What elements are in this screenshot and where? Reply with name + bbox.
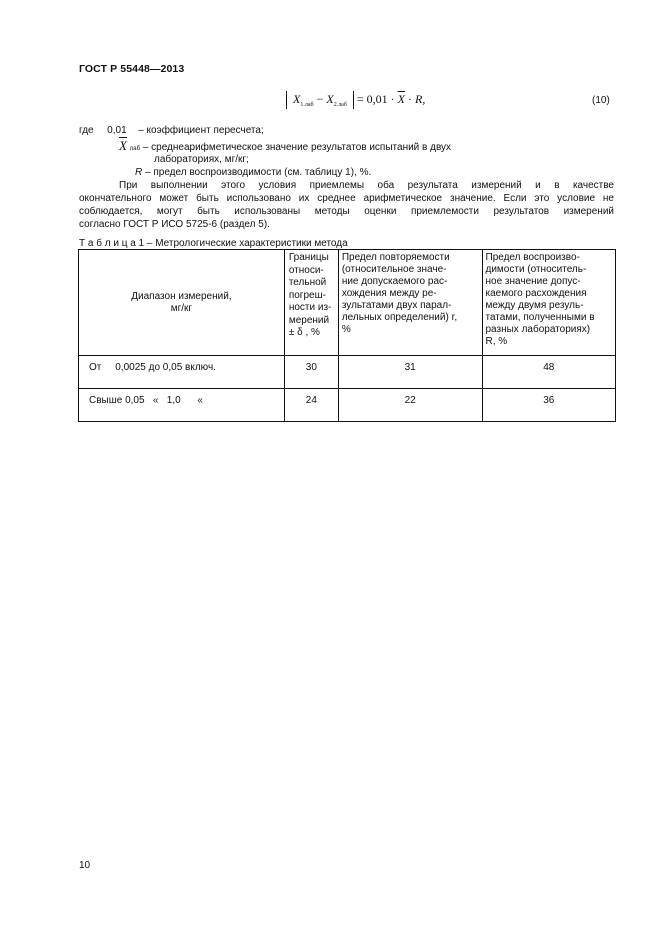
document-header: ГОСТ Р 55448—2013: [79, 63, 185, 75]
paragraph-line-4: согласно ГОСТ Р ИСО 5725-6 (раздел 5).: [79, 219, 270, 230]
legend-xbar: [119, 140, 451, 155]
paragraph-line-2: окончательного может быть использовано их среднее арифметическое значение. Если это условие не: [79, 193, 614, 204]
header-repeatability: Предел повторяемости (относительное значе- ние допускаемого рас- хождения между ре- зультатами двух парал- лельных определений) r, %: [338, 250, 482, 356]
cell-bounds: 30: [284, 356, 338, 389]
formula-sub1: 1.лаб: [300, 102, 314, 109]
table-header-row: [79, 250, 616, 356]
legend-r-desc: – предел воспроизводимости (см. таблицу 1), %.: [145, 167, 372, 178]
legend-xbar-symbol: $\overline{X}$: [119, 138, 127, 153]
cell-repeatability: 22: [338, 389, 482, 422]
legend-coef-value: 0,01: [107, 125, 127, 136]
formula-x1: X: [293, 91, 301, 106]
formula-10: [286, 91, 425, 109]
legend-where: где: [79, 125, 94, 136]
header-range-line-2: мг/кг: [170, 302, 193, 314]
cell-bounds: 24: [284, 389, 338, 422]
header-range-line-1: Диапазон измерений,: [131, 290, 232, 302]
paragraph-line-3: соблюдается, могут быть использованы методы оценки приемлемости результатов измерений: [79, 206, 614, 217]
legend-xbar-desc-2: лабораториях, мг/кг;: [154, 154, 249, 165]
cell-repeatability: 31: [338, 356, 482, 389]
cell-range: От 0,0025 до 0,05 включ.: [79, 356, 285, 389]
formula-tail: ,: [422, 91, 426, 106]
formula-x2: X: [326, 91, 334, 106]
cell-range: Свыше 0,05 « 1,0 «: [79, 389, 285, 422]
cell-reproducibility: 36: [482, 389, 616, 422]
metrology-table: [78, 249, 616, 422]
header-range: [79, 250, 285, 356]
paragraph-line-1: При выполнении этого условия приемлемы оба результата измерений и в качестве: [119, 180, 614, 191]
legend-r-symbol: R: [135, 167, 143, 178]
legend-coef-desc: – коэффициент пересчета;: [138, 125, 264, 136]
legend-xbar-desc: – среднеарифметическое значение результатов испытаний в двух: [142, 142, 452, 153]
formula-xbar: $\overline{X}$: [397, 91, 406, 106]
formula-r: R: [415, 91, 423, 106]
header-bounds: Границы относи- тельной погреш- ности из- мерений ± δ , %: [284, 250, 338, 356]
legend-coef: [79, 125, 264, 137]
legend-r: [135, 167, 371, 179]
legend-xbar-sub: лаб: [129, 146, 141, 152]
cell-reproducibility: 48: [482, 356, 616, 389]
table-row: [79, 356, 616, 389]
formula-minus: −: [316, 91, 324, 106]
formula-rhs: = 0,01 ·: [356, 91, 395, 106]
formula-sub2: 2.лаб: [333, 102, 347, 109]
equation-number: (10): [592, 95, 610, 106]
formula-dot: ·: [408, 91, 413, 106]
table-row: [79, 389, 616, 422]
header-reproducibility: Предел воспроизво- димости (относитель- ное значение допус- каемого расхождения между двумя резуль- татами, полученными в разных лабораториях) R, %: [482, 250, 616, 356]
abs-bar-left: [286, 91, 287, 109]
page-number: 10: [79, 860, 91, 871]
table-caption: Т а б л и ц а 1 – Метрологические характеристики метода: [79, 238, 348, 249]
abs-bar-right: [353, 91, 354, 109]
